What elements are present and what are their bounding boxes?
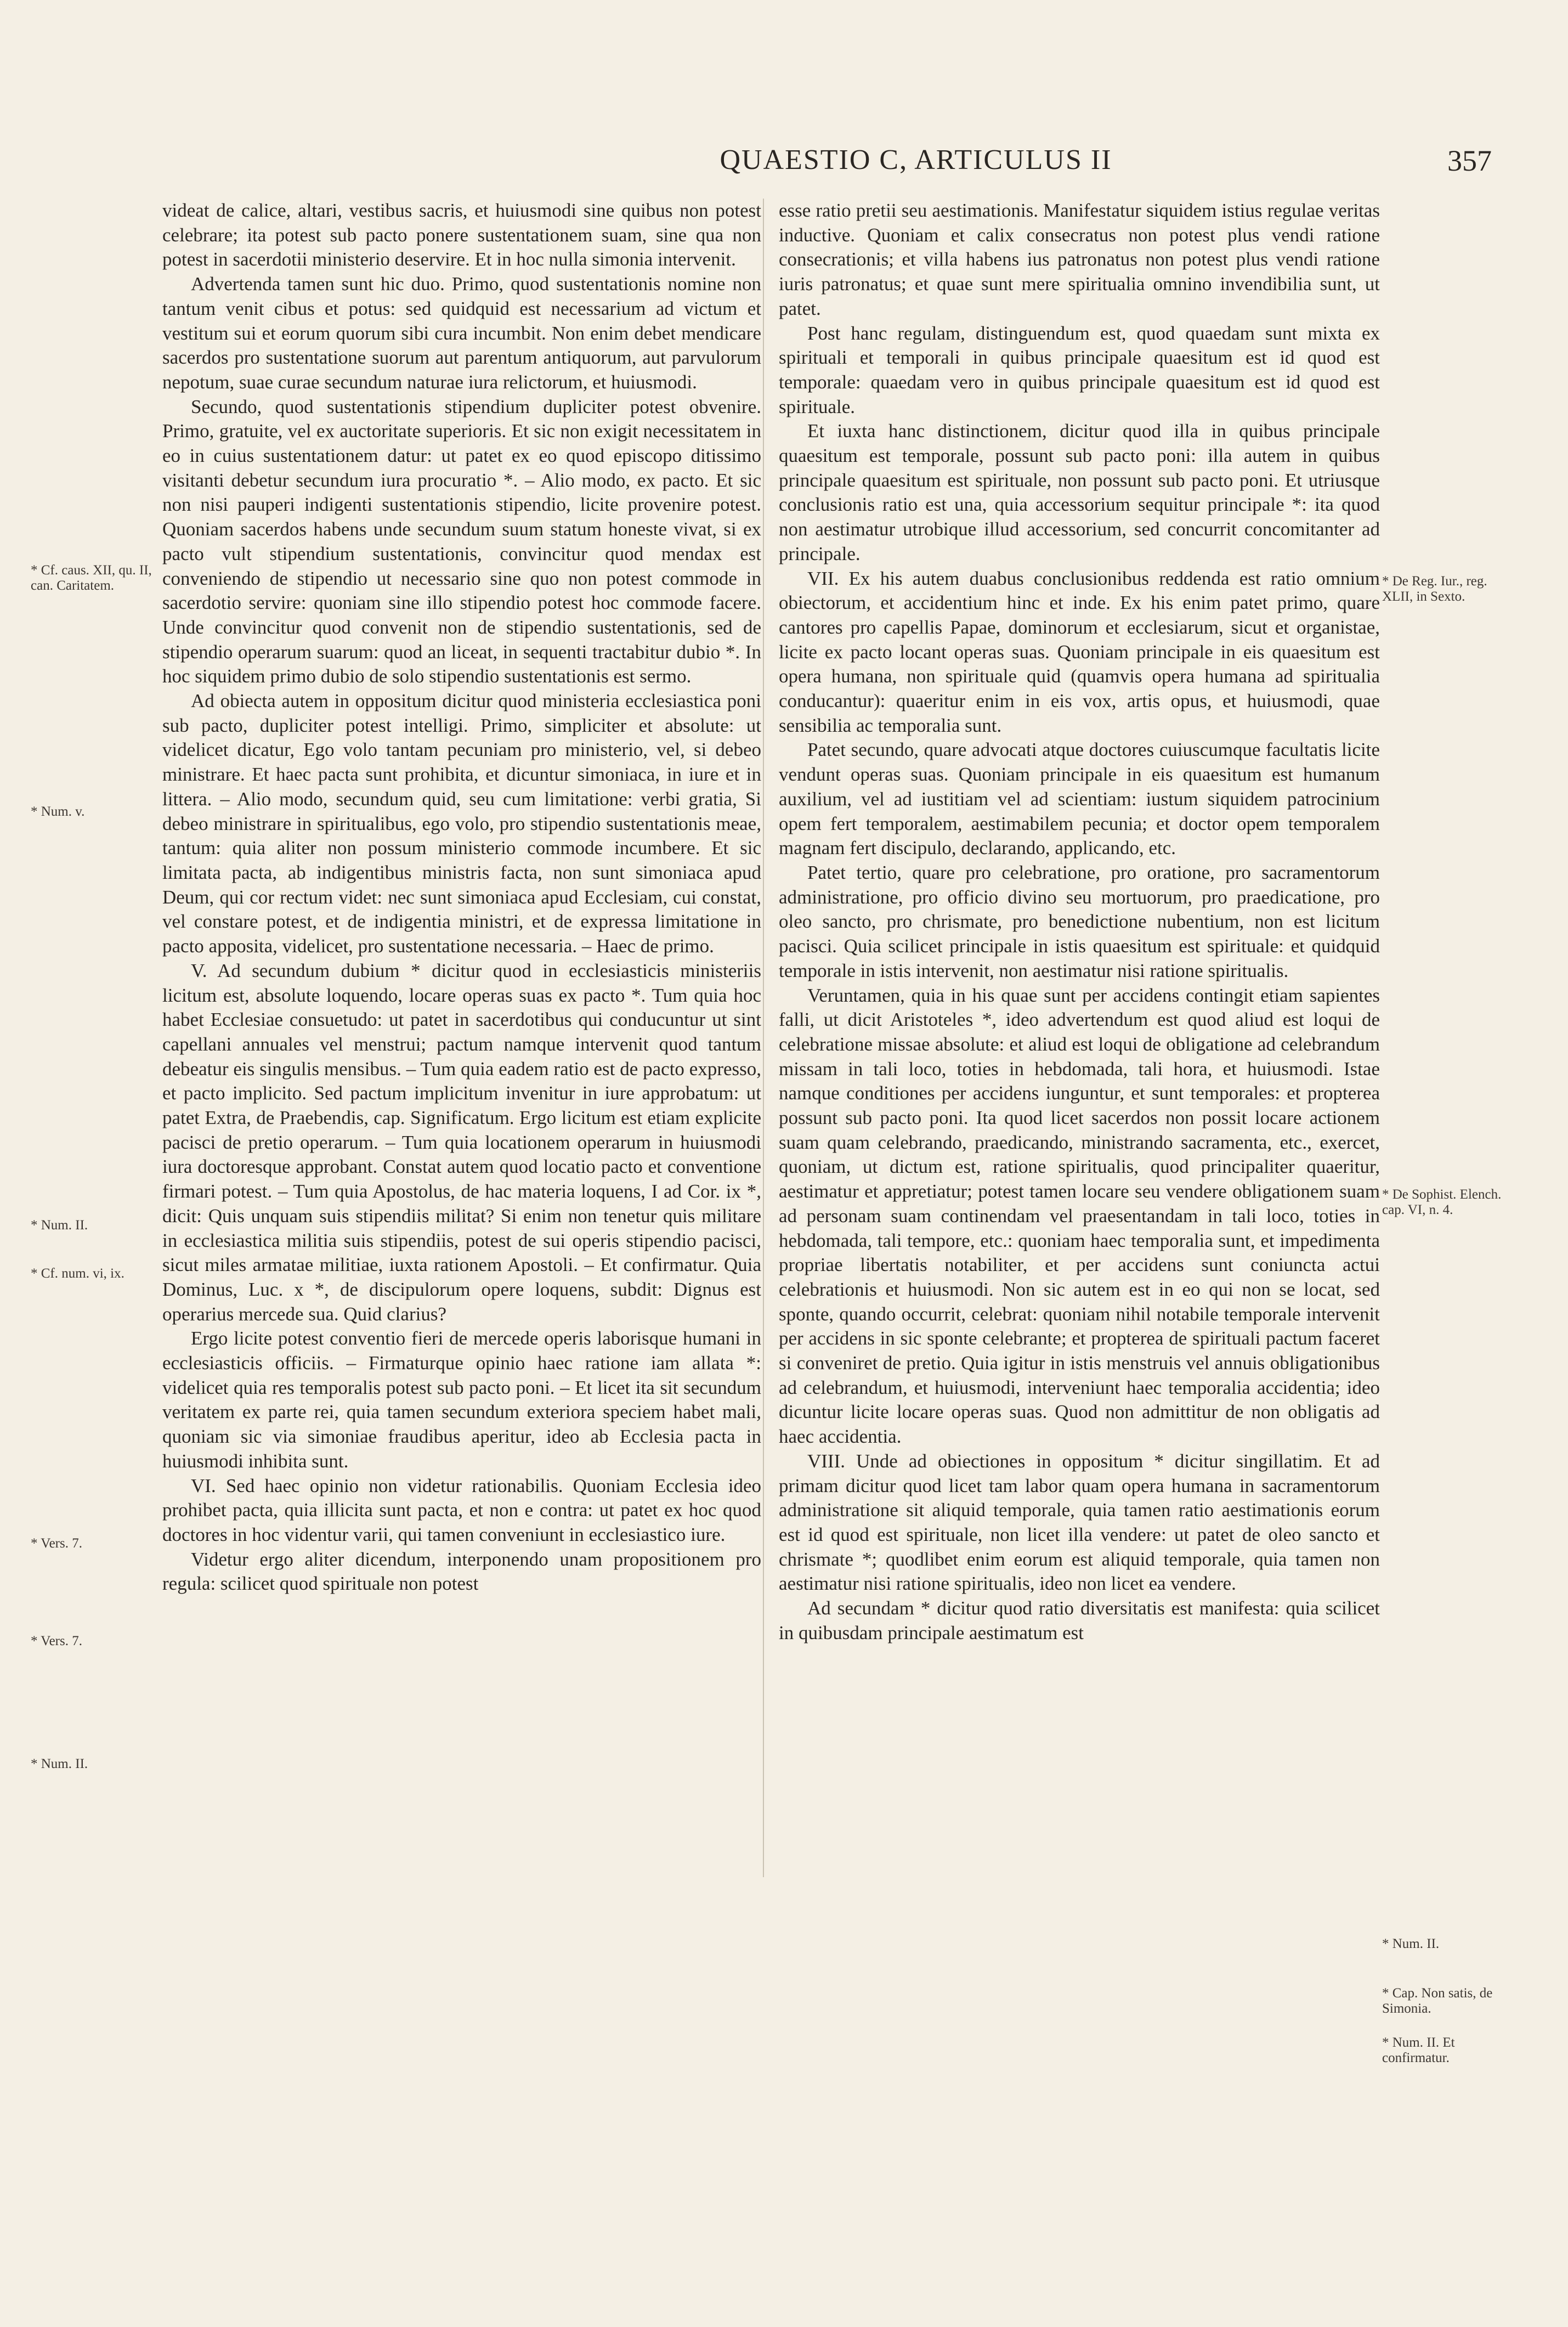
paragraph: Patet tertio, quare pro celebratione, pro oratione, pro sacramentorum administratione, pro officio divino seu mortuorum, pro praedicatione, pro oleo sancto, pro chrismate, pro benedictione nubentium, non est licitum pacisci. Quia scilicet principale in istis quaesitum est spirituale: et quidquid temporale in istis intervenit, non aestimatur nisi ratione spiritualis. [779, 861, 1380, 981]
left-column [162, 199, 761, 1596]
paragraph: VI. Sed haec opinio non videtur rationabilis. Quoniam Ecclesia ideo prohibet pacta, quia illicita sunt pacta, et non e contra: ut patet ex hoc quod doctores in hoc videntur varii, qui tamen conveniunt in ecclesiastico iure. [162, 1475, 761, 1545]
paragraph: VII. Ex his autem duabus conclusionibus reddenda est ratio omnium obiectorum, et accidentium hinc et inde. Ex his enim patet primo, quare cantores pro capellis Papae, dominorum et ecclesiarum, sicut et organistae, licite ex pacto locant operas suas. Quoniam principale in eis quaesitum est opera humana, non spirituale quid (quamvis opera humana ad spiritualia conducantur): quaeritur enim in eis vox, artis opus, et huiusmodi, quae sensibilia ac temporalia sunt. [779, 567, 1380, 736]
paragraph: Ad obiecta autem in oppositum dicitur quod ministeria ecclesiastica poni sub pacto, dupliciter potest intelligi. Primo, simpliciter et absolute: ut videlicet dicatur, Ego volo tantam pecuniam pro ministerio, vel, si debeo ministrare. Et haec pacta sunt prohibita, et dicuntur simoniaca, in iure et in littera. – Alio modo, secundum quid, seu cum limitatione: verbi gratia, Si debeo ministrare in spiritualibus, ego volo, pro stipendio sustentationis meae, tantum: quia aliter non possum ministerio commode incumbere. Et sic limitata pacta, ab indigentibus ministris facta, non sunt simoniaca apud Deum, qui cor rectum videt: nec sunt simoniaca apud Ecclesiam, cui constat, vel constare potest, et de indigentia ministri, et de expressa limitatione in pacto apposita, videlicet, pro sustentatione necessaria. – Haec de primo. [162, 690, 761, 957]
margin-note: * Num. v. [31, 804, 85, 819]
margin-note: * Num. II. [31, 1756, 88, 1771]
paragraph: Post hanc regulam, distinguendum est, quod quaedam sunt mixta ex spirituali et temporali in quibus principale quaesitum est id quod est temporale: quaedam vero in quibus principale quaesitum est id quod est spirituale. [779, 322, 1380, 417]
paragraph: Veruntamen, quia in his quae sunt per accidens contingit etiam sapientes falli, ut dicit Aristoteles *, ideo advertendum est quod aliud est loqui de celebratione missae absolute: et aliud est loqui de obligatione ad celebrandum missam in tali loco, toties in hebdomada, tali hora, et huiusmodi. Istae namque conditiones per accidens iunguntur, et sunt temporales: et propterea possunt sub pacto poni. Ita quod licet sacerdos non possit locare actionem suam quam celebrando, praedicando, ministrando sacramenta, etc., exercet, quoniam, ut dictum est, ratione spiritualis, quod principaliter quaeritur, aestimatur et appretiatur; potest tamen locare seu vendere obligationem suam ad personam suam continendam vel praesentandam in tali loco, toties in hebdomada, tali tempore, etc.: quoniam haec temporalia sunt, et impedimenta propriae libertatis notabiliter, et per accidens sunt coniuncta actui celebrationis et huiusmodi. Non sic autem est in eo qui non se locat, sed sponte, quando occurrit, celebrat: quoniam nihil notabile temporale intervenit per accidens in sic sponte celebrante; et propterea de spirituali pactum faceret si conveniret de pretio. Quia igitur in istis menstruis vel annuis obligationibus ad celebrandum, et huiusmodi, interveniunt haec temporalia accidentia; ideo dicuntur licite locare operas suas. Quod non admittitur de non obligatis ad haec accidentia. [779, 984, 1380, 1448]
margin-note: * Num. II. [31, 1218, 88, 1233]
paragraph: Ad secundam * dicitur quod ratio diversitatis est manifesta: quia scilicet in quibusdam principale aestimatum est [779, 1597, 1380, 1643]
paragraph: Advertenda tamen sunt hic duo. Primo, quod sustentationis nomine non tantum venit cibus et potus: sed quidquid est necessarium ad victum et vestitum sui et eorum quorum sibi cura incumbit. Non enim debet mendicare sacerdos pro sustentatione suorum aut parentum antiquorum, aut parvulorum nepotum, suae curae secundum naturae iura relictorum, et huiusmodi. [162, 273, 761, 393]
margin-note: * De Reg. Iur., reg. XLII, in Sexto. [1382, 574, 1487, 604]
margin-note: * Cf. caus. XII, qu. II, can. Caritatem. [31, 563, 152, 593]
paragraph: esse ratio pretii seu aestimationis. Manifestatur siquidem istius regulae veritas inductive. Quoniam et calix consecratus non potest plus vendi ratione consecrationis; et villa habens ius patronatus non potest plus vendi ratione iuris patronatus; et quae sunt mere spiritualia omnino invendibilia sunt, ut patet. [779, 200, 1380, 319]
margin-note: * De Sophist. Elench. cap. VI, n. 4. [1382, 1187, 1502, 1217]
paragraph: Ergo licite potest conventio fieri de mercede operis laborisque humani in ecclesiasticis officiis. – Firmaturque opinio haec ratione iam allata *: videlicet quia res temporalis potest sub pacto poni. – Et licet ita sit secundum veritatem ex parte rei, quia tamen secundum exteriora speciem habet mali, quoniam sic via simoniae fraudibus aperitur, ideo ab Ecclesia pacta in huiusmodi inhibita sunt. [162, 1328, 761, 1472]
page-header [548, 144, 1492, 188]
margin-note: * Cf. num. vi, ix. [31, 1266, 124, 1281]
right-column [779, 199, 1380, 1645]
page-number: 357 [1447, 144, 1492, 177]
paragraph: videat de calice, altari, vestibus sacris, et huiusmodi sine quibus non potest celebrare; ita potest sub pacto ponere sustentationem suam, sine qua non potest in sacerdotii ministerio deservire. Et in hoc nulla simonia intervenit. [162, 200, 761, 270]
margin-note: * Cap. Non satis, de Simonia. [1382, 1986, 1493, 2016]
paragraph: V. Ad secundum dubium * dicitur quod in ecclesiasticis ministeriis licitum est, absolute loquendo, locare operas suas ex pacto *. Tum quia hoc habet Ecclesiae consuetudo: ut patet in sacerdotibus qui conducuntur ut sint capellani annuales vel menstrui; pactum namque intervenit quod tantum debeatur eis singulis mensibus. – Tum quia eadem ratio est de pacto expresso, et pacto implicito. Sed pactum implicitum invenitur in iure approbatum: ut patet Extra, de Praebendis, cap. Significatum. Ergo licitum est etiam explicite pacisci de pretio operarum. – Tum quia locationem operarum in huiusmodi iura doctoresque approbant. Constat autem quod locatio pacto et conventione firmari potest. – Tum quia Apostolus, de hac materia loquens, I ad Cor. ix *, dicit: Quis unquam suis stipendiis militat? Si enim non tenetur quis militare in ecclesiastica militia suis stipendiis, potest de sui operis stipendio pacisci, sicut miles armatae militiae, iuxta rationem Apostoli. – Et confirmatur. Quia Dominus, Luc. x *, de discipulorum opere loquens, subdit: Dignus est operarius mercede sua. Quid clarius? [162, 959, 761, 1325]
paragraph: Et iuxta hanc distinctionem, dicitur quod illa in quibus principale quaesitum est temporale, possunt sub pacto poni: illa autem in quibus principale quaesitum est spirituale, non possunt sub pacto poni. Et utriusque conclusionis ratio est una, quia accessorium sequitur principale *: ita quod non aestimatur utrobique illud accessorium, sed concurrit concomitanter ad principale. [779, 420, 1380, 564]
margin-note: * Vers. 7. [31, 1536, 82, 1551]
margin-note: * Num. II. Et confirmatur. [1382, 2035, 1455, 2065]
column-divider [763, 199, 764, 1877]
running-title: QUAESTIO C, ARTICULUS II [720, 144, 1112, 176]
paragraph: Secundo, quod sustentationis stipendium dupliciter potest obvenire. Primo, gratuite, vel ex auctoritate superioris. Et sic non exigit necessitatem in eo in cuius sustentationem datur: ut patet ex eo quod episcopo ditissimo visitanti debetur secundum iura procuratio *. – Alio modo, ex pacto. Et sic non nisi pauperi indigenti sustentationis stipendio, licite provenire potest. Quoniam sacerdos habens unde secundum suum statum honeste vivat, si ex pacto vult stipendium sustentationis, convincitur quod mendax est conveniendo de stipendio ut necessario sine quo non potest commode in sacerdotio servire: quoniam sine illo stipendio potest hoc commode facere. Unde convincitur quod convenit non de stipendio sustentationis, sed de stipendio operarum suarum: quod an liceat, in sequenti tractabitur dubio *. In hoc siquidem primo dubio de solo stipendio sustentationis est sermo. [162, 396, 761, 687]
margin-note: * Vers. 7. [31, 1634, 82, 1648]
paragraph: Videtur ergo aliter dicendum, interponendo unam propositionem pro regula: scilicet quod spirituale non potest [162, 1548, 761, 1595]
paragraph: VIII. Unde ad obiectiones in oppositum * dicitur singillatim. Et ad primam dicitur quod licet tam labor quam opera humana in sacramentorum administratione sit aliquid temporale, quia tamen ratio aestimationis eorum est id quod est spirituale, non licet illa vendere: ut patet de oleo sancto et chrismate *; quodlibet enim eorum est aliquid temporale, quia tamen non aestimatur nisi ratione spiritualis, ideo non licet ea vendere. [779, 1450, 1380, 1595]
paragraph: Patet secundo, quare advocati atque doctores cuiuscumque facultatis licite vendunt operas suas. Quoniam principale in eis quaesitum est humanum auxilium, vel ad iustitiam vel ad scientiam: iustum siquidem patrocinium opem fert temporalem, aestimabilem pecunia; et doctor opem temporalem magnam fert discipulo, declarando, applicando, etc. [779, 739, 1380, 859]
margin-note: * Num. II. [1382, 1936, 1440, 1951]
